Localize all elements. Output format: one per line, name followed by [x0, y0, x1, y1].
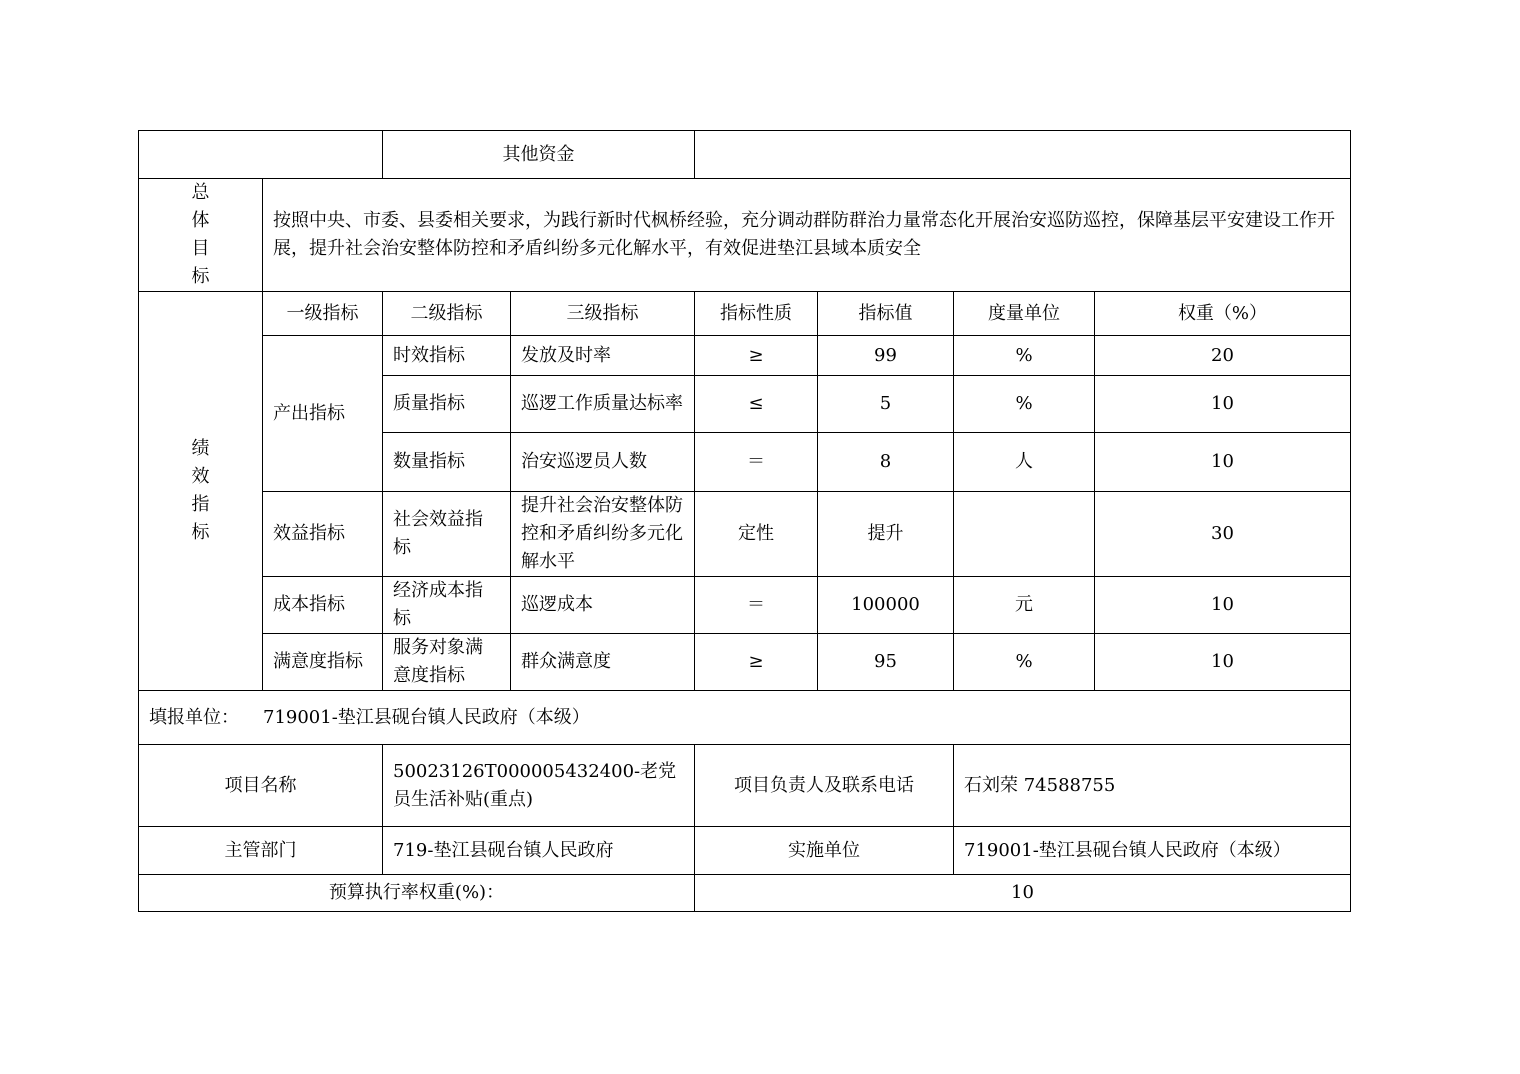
indicator-header-row: [139, 292, 1351, 336]
header-level3: 三级指标: [511, 292, 695, 336]
performance-form-table: [138, 130, 1351, 912]
header-weight: 权重（%）: [1095, 292, 1351, 336]
budget-weight-label: 预算执行率权重(%)：: [139, 875, 695, 912]
unit-cell: 人: [954, 433, 1095, 492]
nature-cell: ＝: [695, 577, 818, 634]
value-cell: 提升: [818, 492, 954, 577]
level3-cell: 治安巡逻员人数: [511, 433, 695, 492]
header-nature: 指标性质: [695, 292, 818, 336]
unit-cell: %: [954, 336, 1095, 376]
project-owner-value: 石刘荣 74588755: [954, 745, 1351, 827]
level3-cell: 巡逻工作质量达标率: [511, 376, 695, 433]
department-value: 719-垫江县砚台镇人民政府: [383, 827, 695, 875]
weight-cell: 10: [1095, 634, 1351, 691]
level2-cell: 数量指标: [383, 433, 511, 492]
department-row: [139, 827, 1351, 875]
header-level1: 一级指标: [263, 292, 383, 336]
nature-cell: ≥: [695, 634, 818, 691]
project-name-label: 项目名称: [139, 745, 383, 827]
project-row: [139, 745, 1351, 827]
unit-cell: %: [954, 376, 1095, 433]
indicator-row: [139, 634, 1351, 691]
overall-goal-row: [139, 179, 1351, 292]
unit-cell: 元: [954, 577, 1095, 634]
indicator-row: [139, 577, 1351, 634]
implementing-unit-value: 719001-垫江县砚台镇人民政府（本级）: [954, 827, 1351, 875]
nature-cell: ≤: [695, 376, 818, 433]
nature-cell: 定性: [695, 492, 818, 577]
value-cell: 95: [818, 634, 954, 691]
weight-cell: 10: [1095, 433, 1351, 492]
level2-cell: 经济成本指标: [383, 577, 511, 634]
level2-cell: 社会效益指标: [383, 492, 511, 577]
other-funds-value: [695, 131, 1351, 179]
filing-unit-value: 719001-垫江县砚台镇人民政府（本级）: [263, 706, 590, 728]
department-label: 主管部门: [139, 827, 383, 875]
other-funds-label: 其他资金: [383, 131, 695, 179]
overall-goal-text: 按照中央、市委、县委相关要求，为践行新时代枫桥经验，充分调动群防群治力量常态化开展治安巡防巡控，保障基层平安建设工作开展，提升社会治安整体防控和矛盾纠纷多元化解水平，有效促进垫江县域本质安全: [263, 179, 1351, 292]
header-level2: 二级指标: [383, 292, 511, 336]
group-benefit: 效益指标: [263, 492, 383, 577]
weight-cell: 20: [1095, 336, 1351, 376]
value-cell: 5: [818, 376, 954, 433]
implementing-unit-label: 实施单位: [695, 827, 954, 875]
level2-cell: 时效指标: [383, 336, 511, 376]
budget-row: [139, 875, 1351, 912]
nature-cell: ＝: [695, 433, 818, 492]
indicator-row: [139, 492, 1351, 577]
level3-cell: 提升社会治安整体防控和矛盾纠纷多元化解水平: [511, 492, 695, 577]
performance-label: 绩 效 指 标: [139, 292, 263, 691]
weight-cell: 10: [1095, 376, 1351, 433]
nature-cell: ≥: [695, 336, 818, 376]
weight-cell: 10: [1095, 577, 1351, 634]
value-cell: 100000: [818, 577, 954, 634]
blank-cell: [139, 131, 383, 179]
header-value: 指标值: [818, 292, 954, 336]
budget-weight-value: 10: [695, 875, 1351, 912]
level3-cell: 群众满意度: [511, 634, 695, 691]
group-output: 产出指标: [263, 336, 383, 492]
indicator-row: [139, 336, 1351, 376]
weight-cell: 30: [1095, 492, 1351, 577]
value-cell: 99: [818, 336, 954, 376]
filing-unit-row: [139, 691, 1351, 745]
header-unit: 度量单位: [954, 292, 1095, 336]
level3-cell: 巡逻成本: [511, 577, 695, 634]
filing-unit-cell: [139, 691, 1351, 745]
group-cost: 成本指标: [263, 577, 383, 634]
value-cell: 8: [818, 433, 954, 492]
level3-cell: 发放及时率: [511, 336, 695, 376]
unit-cell: %: [954, 634, 1095, 691]
project-owner-label: 项目负责人及联系电话: [695, 745, 954, 827]
unit-cell: [954, 492, 1095, 577]
project-name-value: 50023126T000005432400-老党员生活补贴(重点): [383, 745, 695, 827]
level2-cell: 服务对象满意度指标: [383, 634, 511, 691]
level2-cell: 质量指标: [383, 376, 511, 433]
group-satisfaction: 满意度指标: [263, 634, 383, 691]
other-funds-row: [139, 131, 1351, 179]
overall-goal-label: 总 体 目 标: [139, 179, 263, 292]
filing-unit-label: 填报单位：: [149, 706, 239, 728]
